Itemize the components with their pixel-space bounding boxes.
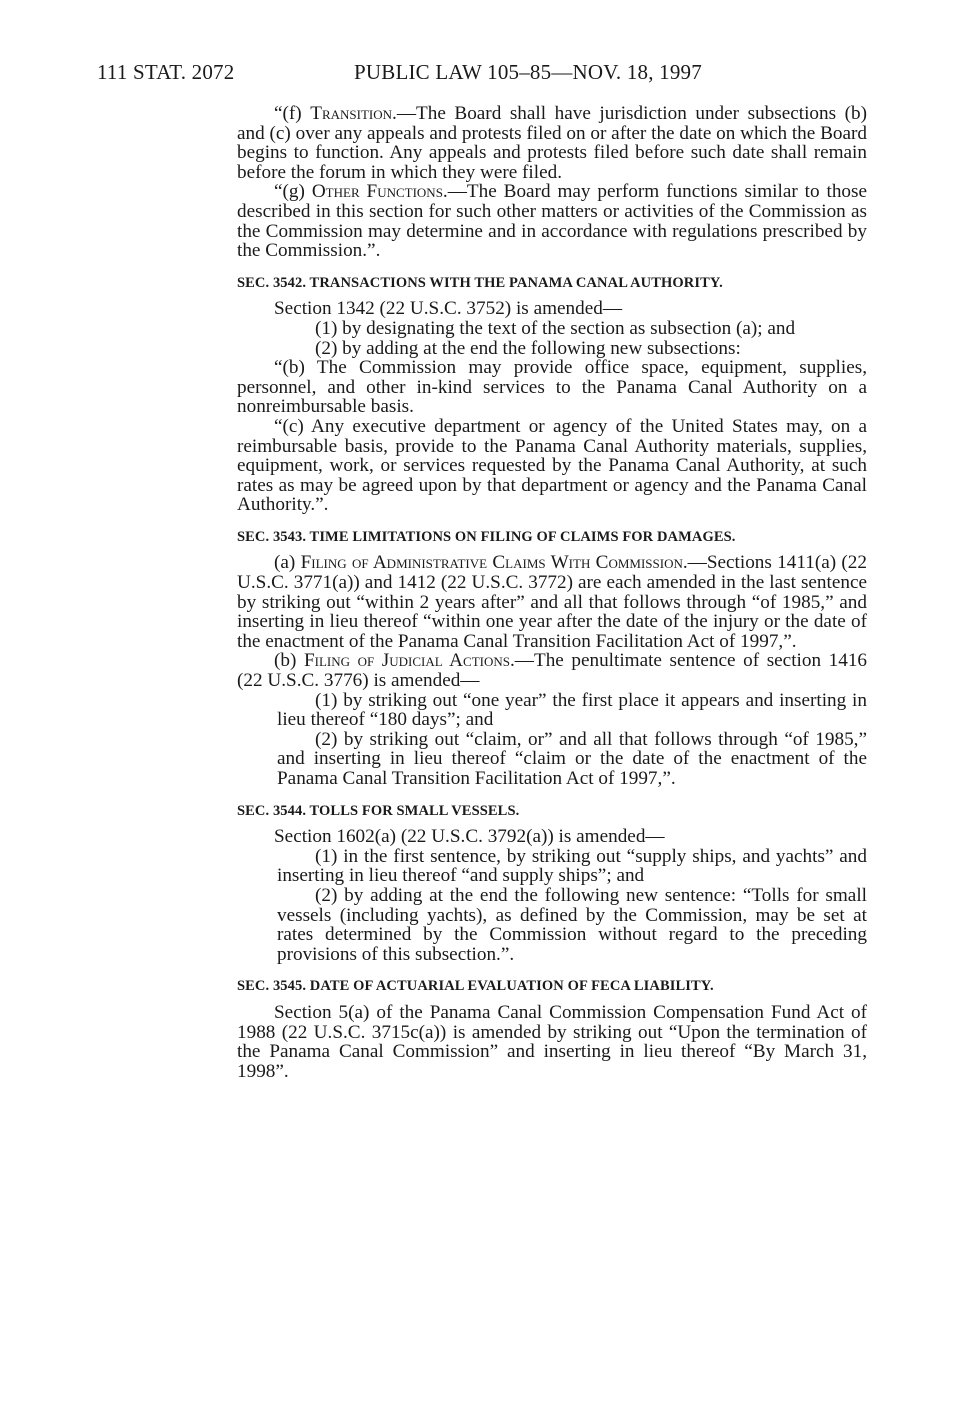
section-3545-text: Section 5(a) of the Panama Canal Commission Compensation Fund Act of 1988 (22 U.S.C. 3715c(a)) is amended by striking out “Upon the termination of the Panama Canal Commission” and inserting in lieu thereof “By March 31, 1998”.: [237, 1001, 867, 1082]
section-heading-3544: SEC. 3544. TOLLS FOR SMALL VESSELS.: [237, 802, 520, 819]
section-heading-3542: SEC. 3542. TRANSACTIONS WITH THE PANAMA CANAL AUTHORITY.: [237, 274, 723, 291]
section-3542-item-2: (2) by adding at the end the following new subsections:: [315, 337, 741, 359]
section-3544-item-1: (1) in the first sentence, by striking out “supply ships, and yachts” and inserting in lieu thereof “and supply ships”; and: [277, 845, 867, 887]
public-law-reference: PUBLIC LAW 105–85—NOV. 18, 1997: [354, 60, 702, 84]
subsection-heading: Filing of Judicial Actions: [303, 650, 510, 672]
section-3543-item-1: (1) by striking out “one year” the first place it appears and inserting in lieu thereof “180 days”; and: [277, 689, 867, 731]
stat-page-reference: 111 STAT. 2072: [97, 60, 235, 84]
section-3542-subsection-c: “(c) Any executive department or agency of the United States may, on a reimbursable basis, provide to the Panama Canal Authority materials, supplies, equipment, work, or services requested by the Panama Canal Authority, at such rates as may be agreed upon by that department or agency and the Panama Canal Authority.”.: [237, 415, 867, 516]
paragraph-g-other-functions: “(g) Other Functions.—The Board may perform functions similar to those described in this section for such other matters or activities of the Commission as the Commission may determine and in accordance with regulations prescribed by the Commission.”.: [237, 181, 867, 262]
section-3542-subsection-b: “(b) The Commission may provide office space, equipment, supplies, personnel, and other in-kind services to the Panama Canal Authority on a nonreimbursable basis.: [237, 357, 867, 418]
subsection-heading: Filing of Administrative Claims With Commission: [300, 552, 683, 574]
section-3544-intro: Section 1602(a) (22 U.S.C. 3792(a)) is amended—: [274, 826, 665, 848]
paragraph-f-transition: “(f) Transition.—The Board shall have jurisdiction under subsections (b) and (c) over any appeals and protests filed on or after the date on which the Board begins to function. Any appeals and protests filed before such date shall remain before the forum in which they were filed.: [237, 103, 867, 183]
section-3543-subsection-a: (a) Filing of Administrative Claims With Commission.—Sections 1411(a) (22 U.S.C. 3771(a)) and 1412 (22 U.S.C. 3772) are each amended in the last sentence by striking out “within 2 years after” and all that follows through “of 1985,” and inserting in lieu thereof “within one year after the date of the injury or the date of the enactment of the Panama Canal Transition Facilitation Act of 1997,”.: [237, 552, 867, 652]
paragraph-heading: Transition: [310, 103, 393, 124]
section-heading-3543: SEC. 3543. TIME LIMITATIONS ON FILING OF CLAIMS FOR DAMAGES.: [237, 528, 736, 545]
section-3543-subsection-b: (b) Filing of Judicial Actions.—The penultimate sentence of section 1416 (22 U.S.C. 3776) is amended—: [237, 650, 868, 692]
document-body: [237, 104, 867, 1081]
section-3542-item-1: (1) by designating the text of the section as subsection (a); and: [315, 317, 796, 339]
section-heading-3545: SEC. 3545. DATE OF ACTUARIAL EVALUATION OF FECA LIABILITY.: [237, 978, 714, 995]
section-3544-item-2: (2) by adding at the end the following new sentence: “Tolls for small vessels (including yachts), as defined by the Commission, may be set at rates determined by the Commission without regard to the preceding provisions of this subsection.”.: [277, 884, 867, 965]
paragraph-heading: Other Functions: [311, 181, 443, 203]
section-3543-item-2: (2) by striking out “claim, or” and all that follows through “of 1985,” and inserting in lieu thereof “claim or the date of the enactment of the Panama Canal Transition Facilitation Act of 1997,”.: [277, 728, 867, 789]
section-3542-intro: Section 1342 (22 U.S.C. 3752) is amended—: [274, 298, 623, 320]
